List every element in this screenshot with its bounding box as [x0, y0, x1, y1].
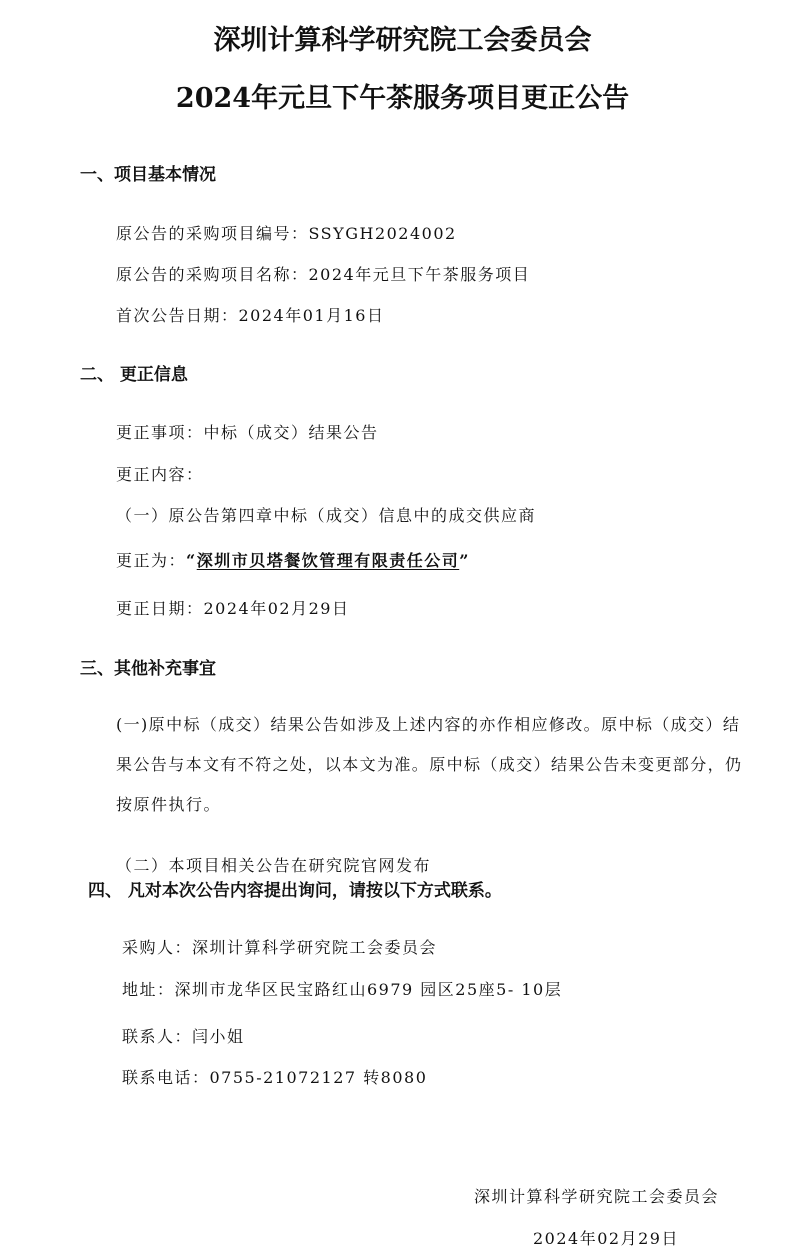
signature-date: 2024年02月29日 — [533, 1229, 679, 1248]
corrected-supplier: 深圳市贝塔餐饮管理有限责任公司 — [196, 551, 460, 570]
project-name: 原公告的采购项目名称：2024年元旦下午茶服务项目 — [116, 265, 531, 284]
contact-phone: 联系电话：0755-21072127 转8080 — [122, 1068, 428, 1087]
title-line-2: 2024年元旦下午茶服务项目更正公告 — [175, 83, 630, 114]
supplement-para-1-line-1: (一)原中标（成交）结果公告如涉及上述内容的亦作相应修改。原中标（成交）结 — [116, 715, 741, 734]
first-notice-date: 首次公告日期：2024年01月16日 — [116, 306, 385, 325]
project-number: 原公告的采购项目编号：SSYGH2024002 — [116, 224, 457, 243]
quote-close: ” — [459, 551, 470, 570]
corrected-to — [116, 548, 470, 571]
correction-content-label: 更正内容： — [116, 465, 204, 484]
correction-date: 更正日期：2024年02月29日 — [116, 599, 350, 618]
section-3-heading: 三、其他补充事宜 — [80, 659, 216, 679]
supplement-para-1-line-2: 果公告与本文有不符之处，以本文为准。原中标（成交）结果公告未变更部分，仍 — [116, 755, 743, 774]
address: 地址：深圳市龙华区民宝路红山6979 园区25座5- 10层 — [122, 980, 563, 999]
section-1-heading: 一、项目基本情况 — [80, 165, 216, 185]
title-line-1: 深圳计算科学研究院工会委员会 — [213, 25, 592, 56]
correction-item: 更正事项：中标（成交）结果公告 — [116, 423, 379, 442]
supplement-para-1-line-3: 按原件执行。 — [116, 795, 222, 814]
purchaser: 采购人：深圳计算科学研究院工会委员会 — [122, 938, 438, 957]
supplement-para-2: （二）本项目相关公告在研究院官网发布 — [116, 856, 432, 875]
signature-org: 深圳计算科学研究院工会委员会 — [474, 1187, 720, 1206]
section-2-heading: 二、 更正信息 — [80, 365, 188, 385]
quote-open: “ — [186, 551, 197, 570]
corrected-to-label: 更正为： — [116, 551, 187, 570]
contact-person: 联系人：闫小姐 — [122, 1027, 245, 1046]
correction-content-1: （一）原公告第四章中标（成交）信息中的成交供应商 — [116, 506, 537, 525]
section-4-heading: 四、 凡对本次公告内容提出询问，请按以下方式联系。 — [88, 881, 502, 901]
